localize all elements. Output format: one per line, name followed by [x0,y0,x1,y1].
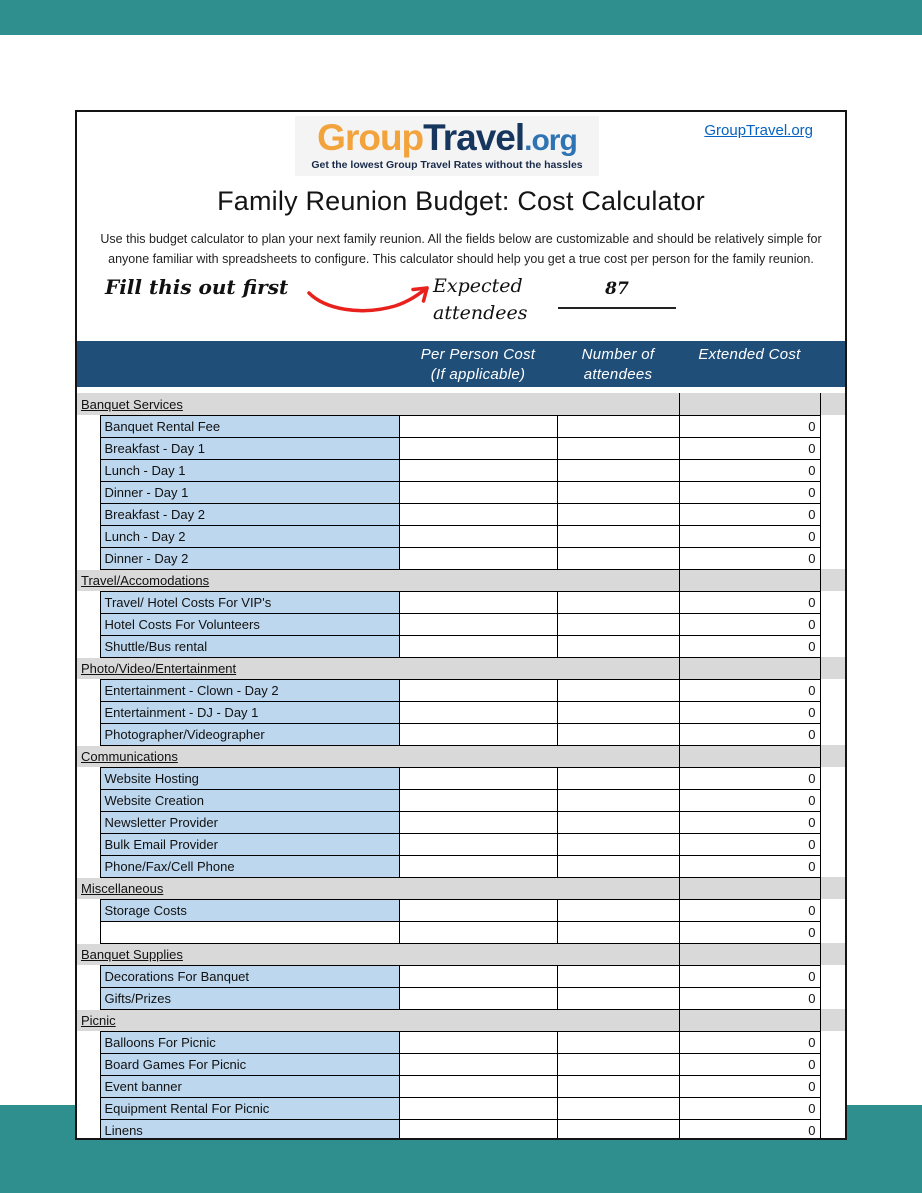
per-person-cost-cell[interactable] [399,415,557,437]
right-gap-cell [820,635,845,657]
right-gap-cell [820,613,845,635]
description-line-1: Use this budget calculator to plan your next family reunion. All the fields below are customizable and should be relatively simple for [100,231,822,246]
row-label: Storage Costs [100,899,399,921]
right-gap-cell [820,525,845,547]
table-row [77,1097,845,1119]
extended-cost-cell[interactable]: 0 [679,679,820,701]
header-per-person-cost [399,341,557,387]
attendees-cell[interactable] [557,987,679,1009]
section-extended-cell [679,745,820,767]
attendees-cell[interactable] [557,503,679,525]
section-extended-cell [679,877,820,899]
logo-word-group: Group [317,117,424,158]
table-header-row [77,341,845,387]
row-label: Phone/Fax/Cell Phone [100,855,399,877]
right-gap-cell [820,899,845,921]
section-right-gap [820,745,845,767]
section-right-gap [820,393,845,415]
table-row [77,723,845,745]
extended-cost-cell[interactable]: 0 [679,855,820,877]
right-gap-cell [820,547,845,569]
per-person-cost-cell[interactable] [399,481,557,503]
per-person-cost-cell[interactable] [399,1053,557,1075]
left-gap-cell [77,987,100,1009]
section-extended-cell [679,393,820,415]
extended-cost-cell[interactable]: 0 [679,1031,820,1053]
header-attendees-line2: attendees [583,366,653,384]
row-label: Photographer/Videographer [100,723,399,745]
right-gap-cell [820,1075,845,1097]
right-gap-cell [820,481,845,503]
attendees-cell[interactable] [557,701,679,723]
header-extended-cost [679,341,820,387]
per-person-cost-cell[interactable] [399,789,557,811]
extended-cost-cell[interactable]: 0 [679,503,820,525]
left-gap-cell [77,1119,100,1140]
table-row [77,679,845,701]
per-person-cost-cell[interactable] [399,1097,557,1119]
table-row [77,1031,845,1053]
expected-attendees-value[interactable]: 87 [558,273,676,309]
left-gap-cell [77,459,100,481]
right-gap-cell [820,415,845,437]
table-row [77,547,845,569]
left-gap-cell [77,635,100,657]
per-person-cost-cell[interactable] [399,987,557,1009]
left-gap-cell [77,547,100,569]
right-gap-cell [820,1119,845,1140]
extended-cost-cell[interactable]: 0 [679,481,820,503]
section-extended-cell [679,657,820,679]
per-person-cost-cell[interactable] [399,1075,557,1097]
section-label: Banquet Supplies [81,946,183,962]
header-spacer [77,341,399,387]
section-label: Communications [81,748,178,764]
per-person-cost-cell[interactable] [399,1031,557,1053]
attendees-cell[interactable] [557,723,679,745]
per-person-cost-cell[interactable] [399,679,557,701]
extended-cost-cell[interactable]: 0 [679,1075,820,1097]
extended-cost-cell[interactable]: 0 [679,811,820,833]
table-row [77,481,845,503]
extended-cost-cell[interactable]: 0 [679,833,820,855]
section-row [77,657,845,679]
table-row [77,789,845,811]
per-person-cost-cell[interactable] [399,811,557,833]
per-person-cost-cell[interactable] [399,635,557,657]
attendees-cell[interactable] [557,767,679,789]
left-gap-cell [77,1031,100,1053]
logo-wordmark [311,119,582,158]
per-person-cost-cell[interactable] [399,723,557,745]
red-arrow-icon [305,279,440,321]
table-row [77,855,845,877]
per-person-cost-cell[interactable] [399,525,557,547]
right-gap-cell [820,921,845,943]
per-person-cost-cell[interactable] [399,459,557,481]
extended-cost-cell[interactable]: 0 [679,1119,820,1140]
attendees-cell[interactable] [557,855,679,877]
attendees-cell[interactable] [557,833,679,855]
grouptravel-link[interactable]: GroupTravel.org [704,122,813,139]
attendees-cell[interactable] [557,415,679,437]
per-person-cost-cell[interactable] [399,437,557,459]
extended-cost-cell[interactable]: 0 [679,767,820,789]
section-row [77,393,845,415]
right-gap-cell [820,833,845,855]
attendees-cell[interactable] [557,899,679,921]
row-label: Dinner - Day 2 [100,547,399,569]
left-gap-cell [77,701,100,723]
row-label: Hotel Costs For Volunteers [100,613,399,635]
per-person-cost-cell[interactable] [399,767,557,789]
extended-cost-cell[interactable]: 0 [679,591,820,613]
attendees-cell[interactable] [557,1097,679,1119]
expected-label-line1: Expected [433,275,523,298]
right-gap-cell [820,1097,845,1119]
table-row [77,459,845,481]
row-label: Decorations For Banquet [100,965,399,987]
per-person-cost-cell[interactable] [399,855,557,877]
table-row [77,503,845,525]
section-extended-cell [679,943,820,965]
row-label: Gifts/Prizes [100,987,399,1009]
left-gap-cell [77,679,100,701]
page-title: Family Reunion Budget: Cost Calculator [217,185,705,216]
left-gap-cell [77,833,100,855]
row-label: Shuttle/Bus rental [100,635,399,657]
extended-cost-cell[interactable]: 0 [679,437,820,459]
header-attendees-line1: Number of [581,346,655,364]
table-row [77,613,845,635]
header-per-person-line2: (If applicable) [430,366,526,384]
attendees-cell[interactable] [557,437,679,459]
row-label: Website Hosting [100,767,399,789]
row-label: Travel/ Hotel Costs For VIP's [100,591,399,613]
right-gap-cell [820,1053,845,1075]
section-row [77,1009,845,1031]
per-person-cost-cell[interactable] [399,833,557,855]
per-person-cost-cell[interactable] [399,547,557,569]
attendees-cell[interactable] [557,1053,679,1075]
attendees-cell[interactable] [557,679,679,701]
left-gap-cell [77,899,100,921]
table-row [77,1053,845,1075]
header-right-spacer [820,341,845,387]
extended-cost-cell[interactable]: 0 [679,921,820,943]
left-gap-cell [77,855,100,877]
right-gap-cell [820,503,845,525]
right-gap-cell [820,1031,845,1053]
section-right-gap [820,877,845,899]
attendees-cell[interactable] [557,525,679,547]
per-person-cost-cell[interactable] [399,1119,557,1140]
left-gap-cell [77,965,100,987]
row-label: Linens [100,1119,399,1140]
row-label: Breakfast - Day 1 [100,437,399,459]
header-extended-label: Extended Cost [698,346,801,364]
logo-tagline: Get the lowest Group Travel Rates without the hassles [311,158,583,171]
right-gap-cell [820,591,845,613]
table-row [77,921,845,943]
section-row [77,745,845,767]
row-label: Newsletter Provider [100,811,399,833]
description [77,229,845,270]
extended-cost-cell[interactable]: 0 [679,525,820,547]
row-label: Entertainment - Clown - Day 2 [100,679,399,701]
row-label: Balloons For Picnic [100,1031,399,1053]
table-row [77,591,845,613]
left-gap-cell [77,437,100,459]
extended-cost-cell[interactable]: 0 [679,965,820,987]
attendees-cell[interactable] [557,591,679,613]
table-row [77,525,845,547]
table-row [77,437,845,459]
extended-cost-cell[interactable]: 0 [679,1053,820,1075]
extended-cost-cell[interactable]: 0 [679,987,820,1009]
per-person-cost-cell[interactable] [399,613,557,635]
attendees-cell[interactable] [557,481,679,503]
row-label: Bulk Email Provider [100,833,399,855]
right-gap-cell [820,723,845,745]
section-row [77,569,845,591]
extended-cost-cell[interactable]: 0 [679,899,820,921]
row-label: Entertainment - DJ - Day 1 [100,701,399,723]
per-person-cost-cell[interactable] [399,965,557,987]
section-row [77,877,845,899]
attendees-cell[interactable] [557,613,679,635]
attendees-cell[interactable] [557,789,679,811]
attendees-cell[interactable] [557,1031,679,1053]
section-extended-cell [679,1009,820,1031]
extended-cost-cell[interactable]: 0 [679,635,820,657]
extended-cost-cell[interactable]: 0 [679,701,820,723]
section-right-gap [820,657,845,679]
attendees-cell[interactable] [557,459,679,481]
attendees-cell[interactable] [557,811,679,833]
left-gap-cell [77,789,100,811]
header-per-person-line1: Per Person Cost [420,346,536,364]
table-row [77,1119,845,1140]
row-label: Dinner - Day 1 [100,481,399,503]
row-label [100,921,399,943]
right-gap-cell [820,987,845,1009]
left-gap-cell [77,591,100,613]
section-right-gap [820,943,845,965]
section-extended-cell [679,569,820,591]
per-person-cost-cell[interactable] [399,899,557,921]
section-label: Travel/Accomodations [81,572,210,588]
left-gap-cell [77,811,100,833]
table-row [77,811,845,833]
right-gap-cell [820,789,845,811]
extended-cost-cell[interactable]: 0 [679,1097,820,1119]
left-gap-cell [77,1075,100,1097]
per-person-cost-cell[interactable] [399,503,557,525]
grouptravel-logo [295,116,598,176]
per-person-cost-cell[interactable] [399,701,557,723]
right-gap-cell [820,437,845,459]
document [75,110,847,1140]
extended-cost-cell[interactable]: 0 [679,415,820,437]
table-row [77,899,845,921]
right-gap-cell [820,811,845,833]
section-label: Picnic [81,1012,116,1028]
row-label: Lunch - Day 1 [100,459,399,481]
section-right-gap [820,569,845,591]
attendees-cell[interactable] [557,547,679,569]
table-row [77,415,845,437]
row-label: Website Creation [100,789,399,811]
row-label: Breakfast - Day 2 [100,503,399,525]
expected-attendees-label [433,273,527,327]
annotation-area [77,273,845,339]
fill-this-out-note: Fill this out first [105,275,289,300]
left-gap-cell [77,1053,100,1075]
per-person-cost-cell[interactable] [399,591,557,613]
attendees-cell[interactable] [557,635,679,657]
attendees-cell[interactable] [557,1075,679,1097]
table-row [77,767,845,789]
section-label: Photo/Video/Entertainment [81,660,237,676]
table-row [77,965,845,987]
extended-cost-cell[interactable]: 0 [679,789,820,811]
section-label: Miscellaneous [81,880,164,896]
attendees-cell[interactable] [557,921,679,943]
extended-cost-cell[interactable]: 0 [679,459,820,481]
row-label: Equipment Rental For Picnic [100,1097,399,1119]
section-label: Banquet Services [81,396,183,412]
expected-label-line2: attendees [433,302,528,325]
table-row [77,701,845,723]
right-gap-cell [820,459,845,481]
page-sheet [0,35,922,1138]
row-label: Lunch - Day 2 [100,525,399,547]
right-gap-cell [820,767,845,789]
budget-table [77,393,845,1140]
attendees-cell[interactable] [557,1119,679,1140]
left-gap-cell [77,921,100,943]
left-gap-cell [77,767,100,789]
table-row [77,1075,845,1097]
left-gap-cell [77,415,100,437]
right-gap-cell [820,965,845,987]
logo-word-travel: Travel [423,117,525,158]
extended-cost-cell[interactable]: 0 [679,613,820,635]
left-gap-cell [77,1097,100,1119]
row-label: Banquet Rental Fee [100,415,399,437]
section-row [77,943,845,965]
left-gap-cell [77,481,100,503]
extended-cost-cell[interactable]: 0 [679,723,820,745]
left-gap-cell [77,613,100,635]
extended-cost-cell[interactable]: 0 [679,547,820,569]
right-gap-cell [820,679,845,701]
header-number-of-attendees [557,341,679,387]
left-gap-cell [77,503,100,525]
left-gap-cell [77,525,100,547]
attendees-cell[interactable] [557,965,679,987]
left-gap-cell [77,723,100,745]
logo-word-org: .org [524,124,577,157]
right-gap-cell [820,701,845,723]
table-row [77,987,845,1009]
right-gap-cell [820,855,845,877]
per-person-cost-cell[interactable] [399,921,557,943]
row-label: Event banner [100,1075,399,1097]
section-right-gap [820,1009,845,1031]
table-row [77,635,845,657]
row-label: Board Games For Picnic [100,1053,399,1075]
table-row [77,833,845,855]
description-line-2: anyone familiar with spreadsheets to configure. This calculator should help you get a true cost per person for the family reunion. [108,252,814,267]
